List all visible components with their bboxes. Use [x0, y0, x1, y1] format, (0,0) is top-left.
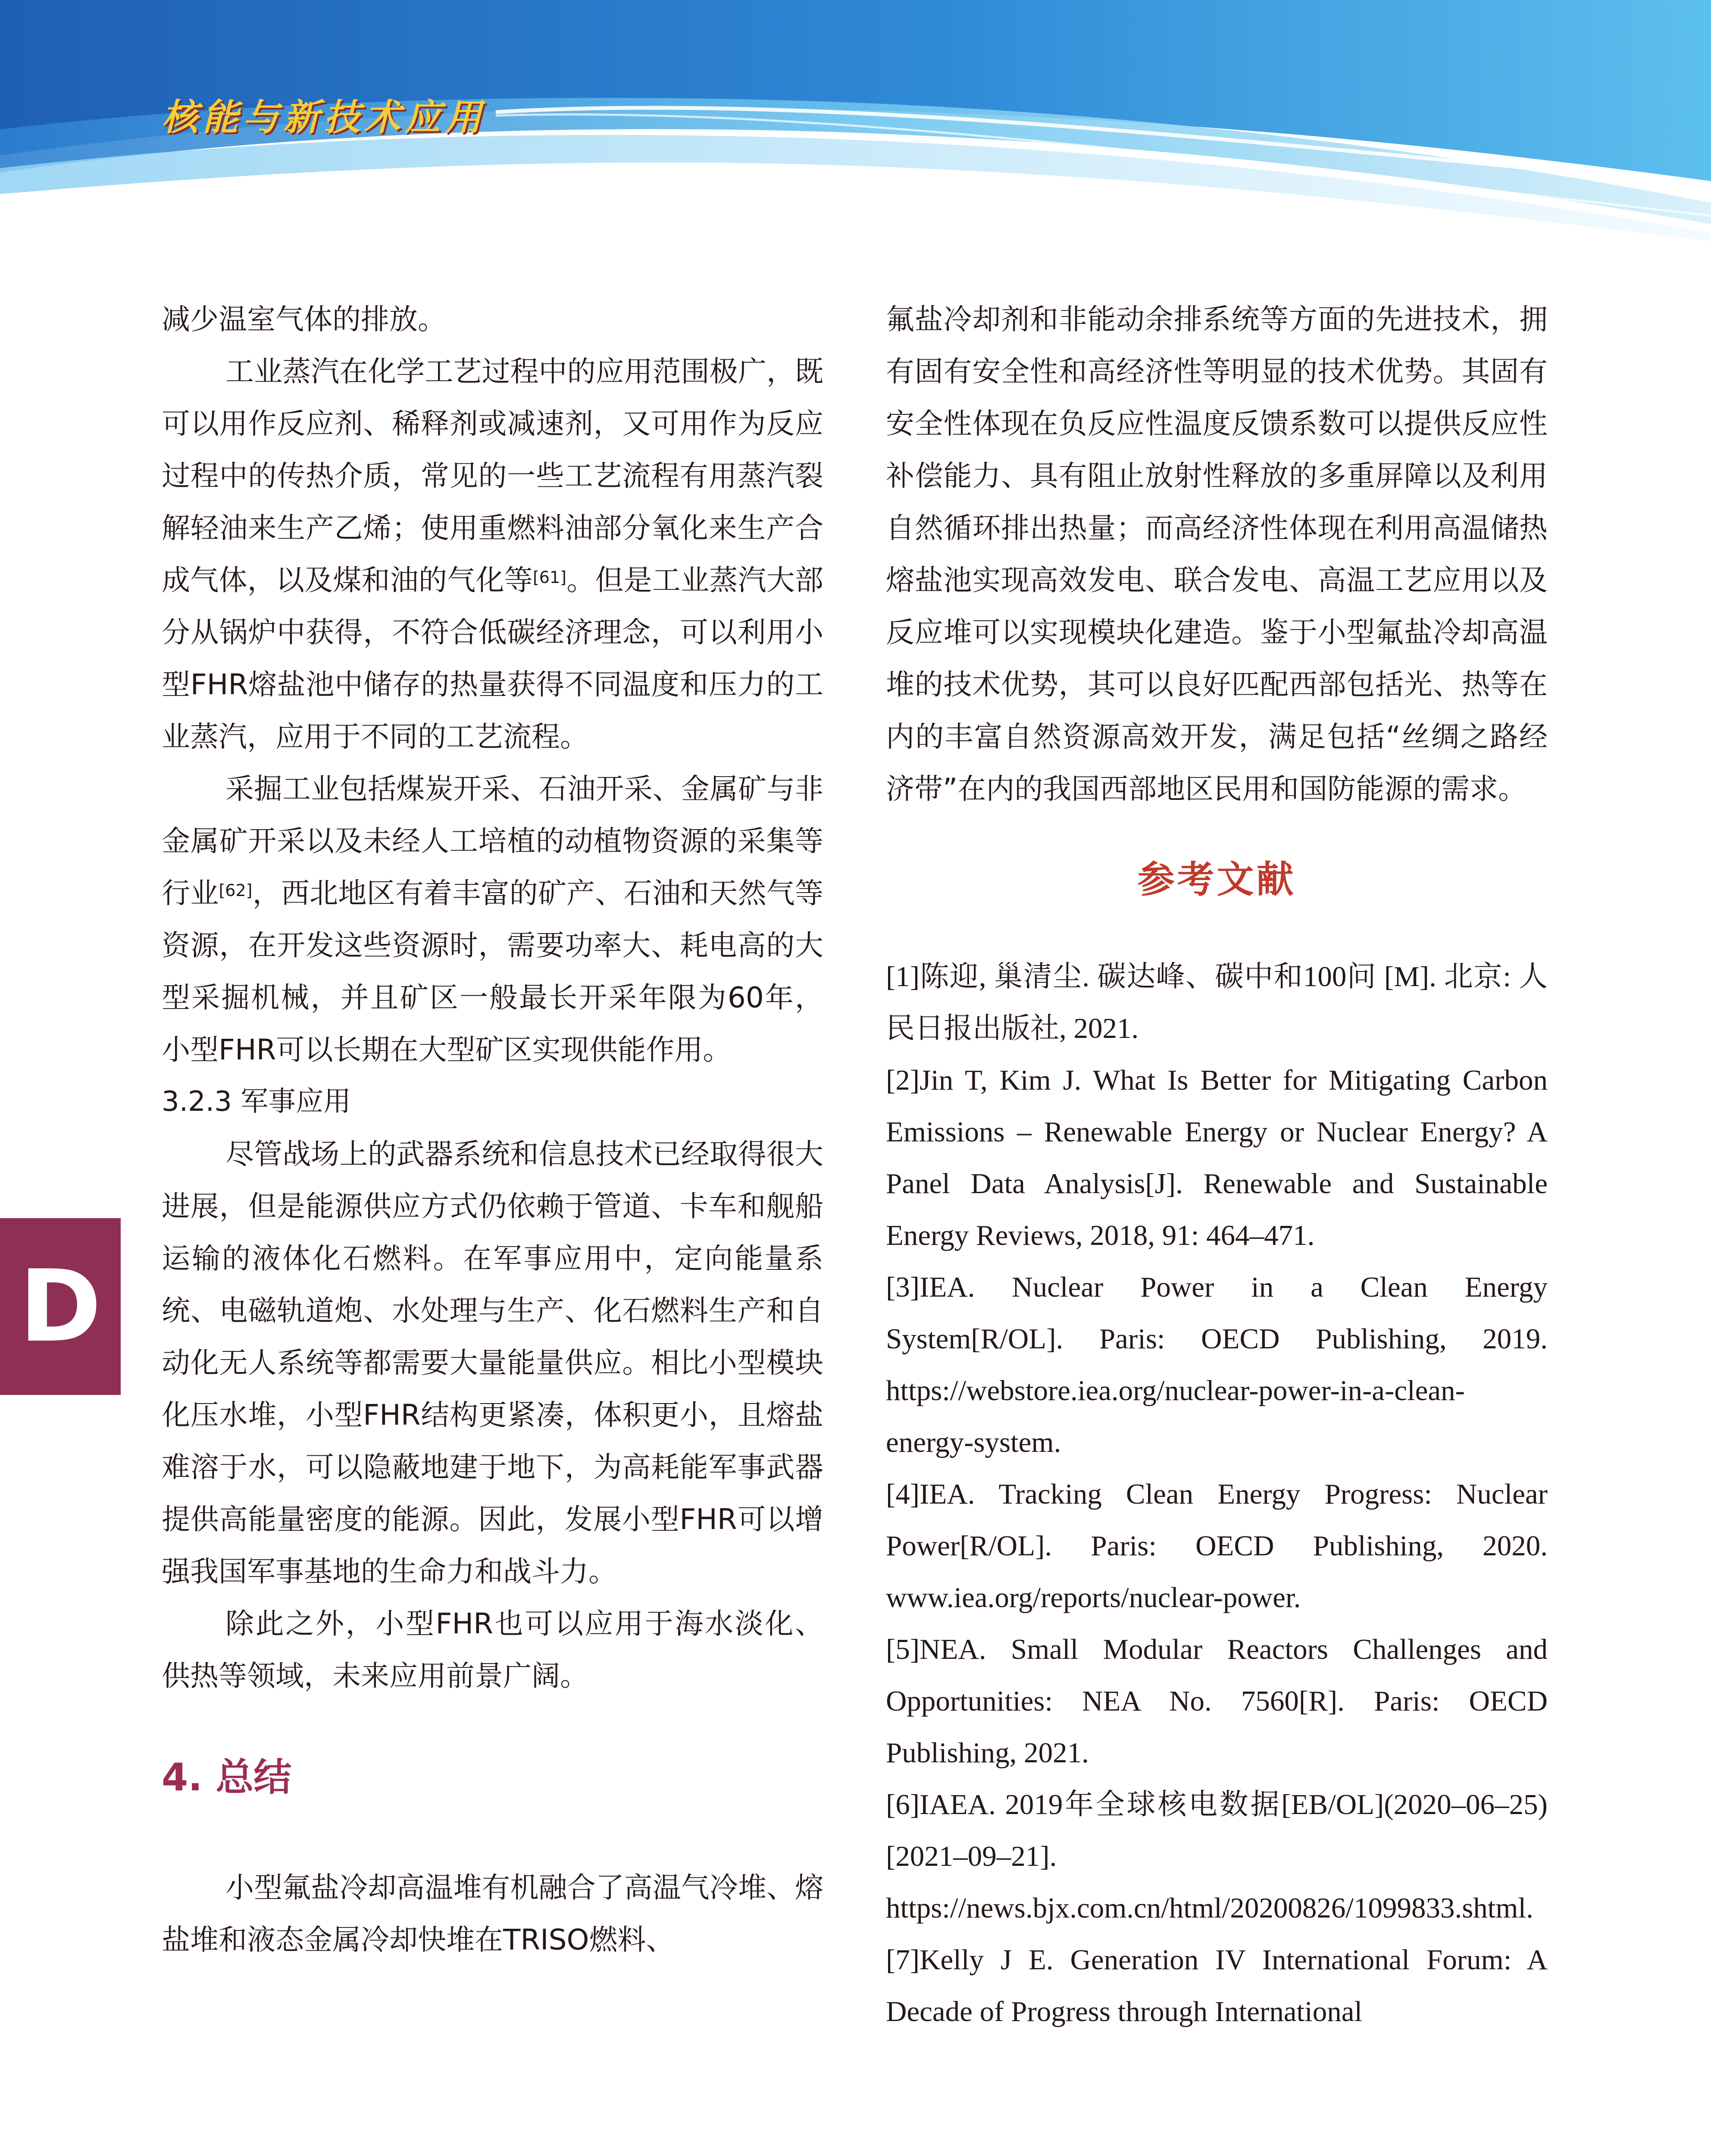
- section-heading: 4. 总结: [162, 1755, 292, 1799]
- reference-item: [1]陈迎, 巢清尘. 碳达峰、碳中和100问 [M]. 北京: 人民日报出版社, 2021.: [886, 961, 1548, 1044]
- reference-item: [4]IEA. Tracking Clean Energy Progress: Nuclear Power[R/OL]. Paris: OECD Publishing, 2020. www.iea.org/reports/nuclear-power.: [886, 1478, 1548, 1614]
- paragraph: 氟盐冷却剂和非能动余排系统等方面的先进技术，拥有固有安全性和高经济性等明显的技术优势。其固有安全性体现在负反应性温度反馈系数可以提供反应性补偿能力、具有阻止放射性释放的多重屏障以及利用自然循环排出热量；而高经济性体现在利用高温储热熔盐池实现高效发电、联合发电、高温工艺应用以及反应堆可以实现模块化建造。鉴于小型氟盐冷却高温堆的技术优势，其可以良好匹配西部包括光、热等在内的丰富自然资源高效开发，满足包括“丝绸之路经济带”在内的我国西部地区民用和国防能源的需求。: [886, 303, 1548, 805]
- paragraph: [162, 345, 823, 763]
- paragraph-text: 采掘工业包括煤炭开采、石油开采、金属矿与非金属矿开采以及未经人工培植的动植物资源的采集等行业: [162, 772, 823, 910]
- left-column: [162, 293, 823, 1966]
- references-heading: 参考文献: [1137, 858, 1296, 901]
- section-tab: D: [0, 1218, 121, 1395]
- paragraph: 小型氟盐冷却高温堆有机融合了高温气冷堆、熔盐堆和液态金属冷却快堆在TRISO燃料、: [162, 1871, 823, 1956]
- reference-item: [7]Kelly J E. Generation IV International Forum: A Decade of Progress through International: [886, 1944, 1548, 2028]
- paragraph-text: 。但是工业蒸汽大部分从锅炉中获得，不符合低碳经济理念，可以利用小型FHR熔盐池中储存的热量获得不同温度和压力的工业蒸汽，应用于不同的工艺流程。: [162, 564, 824, 753]
- citation: [61]: [532, 568, 566, 587]
- paragraph: [162, 763, 823, 1076]
- paragraph-text: 工业蒸汽在化学工艺过程中的应用范围极广，既可以用作反应剂、稀释剂或减速剂，又可用作为反应过程中的传热介质，常见的一些工艺流程有用蒸汽裂解轻油来生产乙烯；使用重燃料油部分氧化来生产合成气体，以及煤和油的气化等: [162, 355, 823, 597]
- citation: [62]: [219, 881, 253, 900]
- reference-item: [2]Jin T, Kim J. What Is Better for Mitigating Carbon Emissions – Renewable Energy or Nuclear Energy? A Panel Data Analysis[J]. Renewable and Sustainable Energy Reviews, 2018, 91: 464–471.: [886, 1064, 1548, 1251]
- paragraph: 尽管战场上的武器系统和信息技术已经取得很大进展，但是能源供应方式仍依赖于管道、卡车和舰船运输的液体化石燃料。在军事应用中，定向能量系统、电磁轨道炮、水处理与生产、化石燃料生产和自动化无人系统等都需要大量能量供应。相比小型模块化压水堆，小型FHR结构更紧凑，体积更小，且熔盐难溶于水，可以隐蔽地建于地下，为高耗能军事武器提供高能量密度的能源。因此，发展小型FHR可以增强我国军事基地的生命力和战斗力。: [162, 1138, 823, 1588]
- paragraph: 减少温室气体的排放。: [162, 303, 446, 336]
- paragraph: 除此之外，小型FHR也可以应用于海水淡化、供热等领域，未来应用前景广阔。: [162, 1607, 823, 1692]
- reference-item: [3]IEA. Nuclear Power in a Clean Energy System[R/OL]. Paris: OECD Publishing, 2019. https://webstore.iea.org/nuclear-power-in-a-clean-energy-system.: [886, 1271, 1548, 1458]
- journal-header-title: 核能与新技术应用: [162, 96, 486, 138]
- paragraph-text: ，西北地区有着丰富的矿产、石油和天然气等资源，在开发这些资源时，需要功率大、耗电高的大型采掘机械，并且矿区一般最长开采年限为60年，小型FHR可以长期在大型矿区实现供能作用。: [162, 877, 823, 1066]
- right-column: [886, 293, 1548, 2037]
- reference-item: [6]IAEA. 2019年全球核电数据[EB/OL](2020–06–25)[2021–09–21]. https://news.bjx.com.cn/html/20200826/1099833.shtml.: [886, 1789, 1548, 1924]
- subsection-heading: 3.2.3 军事应用: [162, 1086, 351, 1118]
- reference-item: [5]NEA. Small Modular Reactors Challenges and Opportunities: NEA No. 7560[R]. Paris: OECD Publishing, 2021.: [886, 1633, 1548, 1769]
